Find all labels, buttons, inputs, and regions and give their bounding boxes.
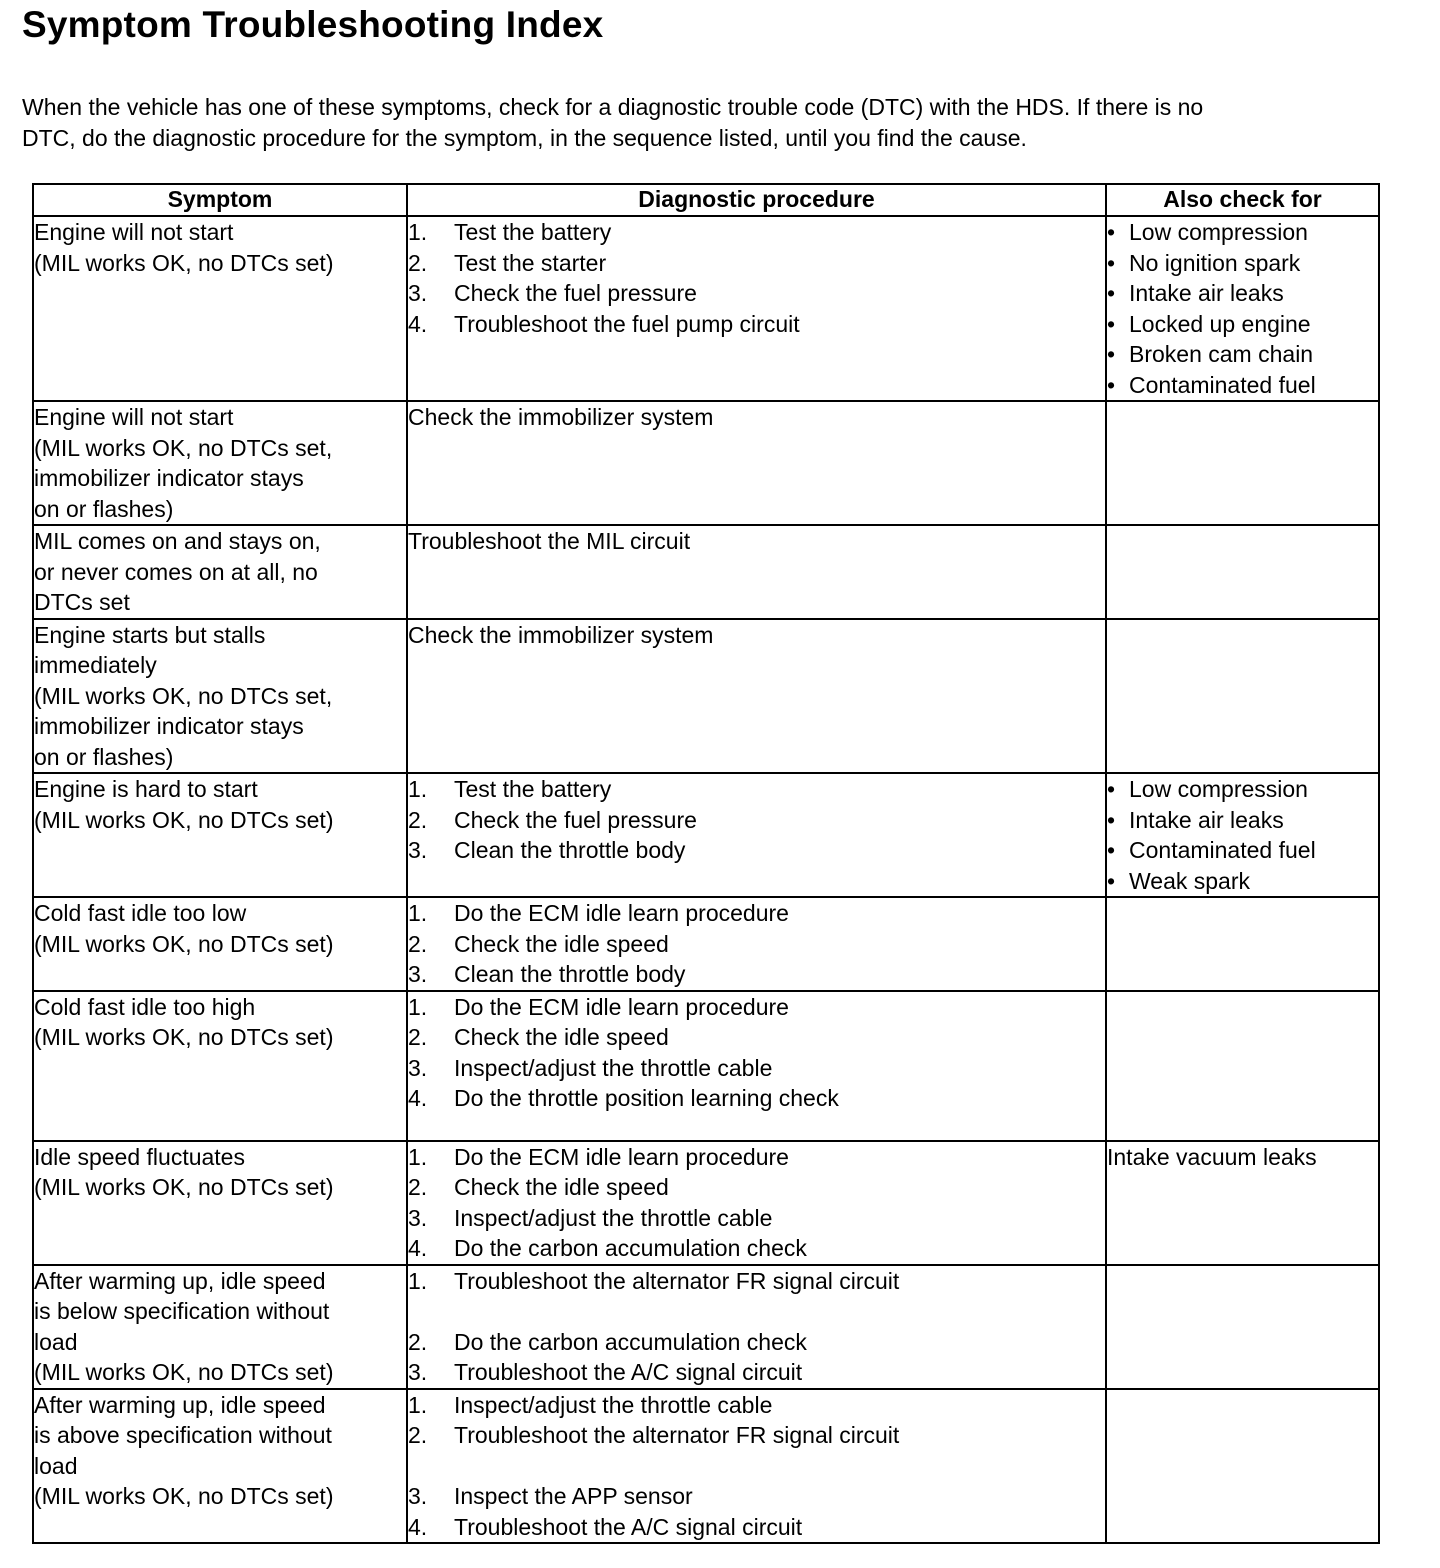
step-text: Clean the throttle body bbox=[454, 837, 686, 863]
column-header-symptom: Symptom bbox=[33, 184, 407, 216]
symptom-text: (MIL works OK, no DTCs set) bbox=[34, 1483, 334, 1509]
bullet-icon: • bbox=[1107, 280, 1116, 306]
check-item-text: Contaminated fuel bbox=[1129, 837, 1316, 863]
step-text: Inspect the APP sensor bbox=[454, 1483, 693, 1509]
step-text: Do the throttle position learning check bbox=[454, 1085, 839, 1111]
step-number: 2. bbox=[408, 1422, 428, 1448]
symptom-text: (MIL works OK, no DTCs set) bbox=[34, 930, 334, 957]
check-item-text: Broken cam chain bbox=[1129, 341, 1314, 367]
also-check-cell bbox=[1106, 1141, 1379, 1265]
intro-line: DTC, do the diagnostic procedure for the symptom, in the sequence listed, until you find the cause. bbox=[22, 125, 1027, 151]
check-item bbox=[1107, 248, 1378, 279]
check-item-text: Weak spark bbox=[1129, 867, 1251, 894]
step-number: 2. bbox=[408, 806, 428, 833]
symptom-text: Engine will not start bbox=[34, 219, 234, 245]
symptom-cell bbox=[33, 773, 407, 897]
table-row bbox=[33, 897, 1379, 991]
step-number: 3. bbox=[408, 1359, 428, 1385]
step-text: Troubleshoot the alternator FR signal circuit bbox=[454, 1422, 900, 1448]
bullet-icon: • bbox=[1107, 310, 1116, 337]
table-row bbox=[33, 1389, 1379, 1544]
page-title: Symptom Troubleshooting Index bbox=[22, 4, 604, 45]
procedure-step bbox=[408, 248, 1105, 279]
table-row bbox=[33, 1141, 1379, 1265]
step-text: Inspect/adjust the throttle cable bbox=[454, 1054, 773, 1081]
check-item-text: Intake air leaks bbox=[1129, 806, 1284, 833]
also-check-cell bbox=[1106, 897, 1379, 991]
step-number: 1. bbox=[408, 900, 428, 926]
check-item bbox=[1107, 309, 1378, 340]
symptom-cell bbox=[33, 1265, 407, 1389]
procedure-step bbox=[408, 1390, 1105, 1421]
symptom-cell bbox=[33, 619, 407, 774]
step-text: Do the ECM idle learn procedure bbox=[454, 900, 789, 926]
check-item bbox=[1107, 339, 1378, 370]
procedure-step bbox=[408, 774, 1105, 805]
procedure-step bbox=[408, 1512, 1105, 1543]
also-check-cell bbox=[1106, 216, 1379, 401]
spacer bbox=[408, 1451, 1105, 1482]
procedure-cell bbox=[407, 1265, 1106, 1389]
step-text: Check the idle speed bbox=[454, 1024, 669, 1050]
procedure-step bbox=[408, 1233, 1105, 1264]
step-text: Do the carbon accumulation check bbox=[454, 1328, 807, 1355]
symptom-text: (MIL works OK, no DTCs set) bbox=[34, 1024, 334, 1050]
step-number: 1. bbox=[408, 1143, 428, 1170]
symptom-text: on or flashes) bbox=[34, 743, 174, 770]
intro-line: When the vehicle has one of these symptoms, check for a diagnostic trouble code (DTC) with the HDS. If there is no bbox=[22, 94, 1204, 120]
table-row bbox=[33, 216, 1379, 401]
symptom-cell bbox=[33, 401, 407, 525]
procedure-step bbox=[408, 1142, 1105, 1173]
step-text: Do the carbon accumulation check bbox=[454, 1235, 807, 1261]
check-item-text: Intake vacuum leaks bbox=[1107, 1143, 1317, 1170]
step-text: Clean the throttle body bbox=[454, 961, 686, 987]
column-header-also-check-for: Also check for bbox=[1106, 184, 1379, 216]
procedure-step bbox=[408, 1083, 1105, 1114]
symptom-text: load bbox=[34, 1328, 78, 1355]
symptom-text: Idle speed fluctuates bbox=[34, 1143, 245, 1170]
step-number: 1. bbox=[408, 1267, 428, 1294]
check-item-text: Low compression bbox=[1129, 219, 1308, 245]
step-number: 2. bbox=[408, 930, 428, 957]
symptom-text: immediately bbox=[34, 652, 157, 678]
bullet-icon: • bbox=[1107, 867, 1116, 894]
step-number: 3. bbox=[408, 961, 428, 987]
step-number: 3. bbox=[408, 280, 428, 306]
step-number: 1. bbox=[408, 1391, 428, 1418]
procedure-step bbox=[408, 898, 1105, 929]
symptom-text: After warming up, idle speed bbox=[34, 1391, 326, 1418]
procedure-cell bbox=[407, 216, 1106, 401]
symptom-text: Engine starts but stalls bbox=[34, 621, 266, 648]
spacer bbox=[408, 1296, 1105, 1327]
bullet-icon: • bbox=[1107, 371, 1116, 398]
step-text: Check the fuel pressure bbox=[454, 280, 697, 306]
symptom-cell bbox=[33, 1389, 407, 1544]
symptom-cell bbox=[33, 216, 407, 401]
step-number: 2. bbox=[408, 249, 428, 276]
also-check-cell bbox=[1106, 619, 1379, 774]
also-check-cell bbox=[1106, 1389, 1379, 1544]
step-text: Check the fuel pressure bbox=[454, 806, 697, 833]
procedure-cell bbox=[407, 619, 1106, 774]
procedure-step bbox=[408, 1327, 1105, 1358]
step-text: Do the ECM idle learn procedure bbox=[454, 993, 789, 1020]
procedure-cell bbox=[407, 773, 1106, 897]
check-item-text: Low compression bbox=[1129, 776, 1308, 802]
step-text: Troubleshoot the A/C signal circuit bbox=[454, 1513, 803, 1540]
step-number: 1. bbox=[408, 993, 428, 1020]
bullet-icon: • bbox=[1107, 219, 1116, 245]
table-row bbox=[33, 619, 1379, 774]
procedure-text: Check the immobilizer system bbox=[408, 621, 714, 648]
table-row bbox=[33, 991, 1379, 1141]
check-item bbox=[1107, 835, 1378, 866]
procedure-step bbox=[408, 309, 1105, 340]
column-header-diagnostic-procedure: Diagnostic procedure bbox=[407, 184, 1106, 216]
symptom-cell bbox=[33, 1141, 407, 1265]
also-check-cell bbox=[1106, 991, 1379, 1141]
step-number: 3. bbox=[408, 1054, 428, 1081]
step-number: 4. bbox=[408, 1513, 428, 1540]
symptom-text: Cold fast idle too low bbox=[34, 900, 247, 926]
symptom-text: (MIL works OK, no DTCs set, bbox=[34, 682, 333, 709]
symptom-text: or never comes on at all, no bbox=[34, 558, 318, 585]
step-text: Troubleshoot the A/C signal circuit bbox=[454, 1359, 803, 1385]
symptom-text: Engine will not start bbox=[34, 404, 234, 430]
check-item bbox=[1107, 217, 1378, 248]
procedure-step bbox=[408, 835, 1105, 866]
also-check-cell bbox=[1106, 525, 1379, 619]
symptom-text: (MIL works OK, no DTCs set) bbox=[34, 1174, 334, 1200]
step-number: 3. bbox=[408, 837, 428, 863]
symptom-text: Cold fast idle too high bbox=[34, 993, 256, 1020]
step-text: Do the ECM idle learn procedure bbox=[454, 1143, 789, 1170]
symptom-text: After warming up, idle speed bbox=[34, 1267, 326, 1294]
step-number: 2. bbox=[408, 1328, 428, 1355]
procedure-text: Troubleshoot the MIL circuit bbox=[408, 528, 691, 554]
symptom-text: immobilizer indicator stays bbox=[34, 713, 304, 739]
symptom-text: (MIL works OK, no DTCs set) bbox=[34, 806, 334, 833]
symptom-text: immobilizer indicator stays bbox=[34, 465, 304, 491]
check-item-text: Contaminated fuel bbox=[1129, 371, 1316, 398]
step-number: 4. bbox=[408, 1085, 428, 1111]
table-header-row bbox=[33, 184, 1379, 216]
table-row bbox=[33, 773, 1379, 897]
symptom-text: (MIL works OK, no DTCs set) bbox=[34, 249, 334, 276]
step-number: 1. bbox=[408, 776, 428, 802]
step-number: 2. bbox=[408, 1174, 428, 1200]
procedure-step bbox=[408, 1053, 1105, 1084]
procedure-step bbox=[408, 959, 1105, 990]
procedure-step bbox=[408, 929, 1105, 960]
step-number: 4. bbox=[408, 310, 428, 337]
procedure-step bbox=[408, 1203, 1105, 1234]
procedure-step bbox=[408, 1022, 1105, 1053]
step-text: Test the battery bbox=[454, 776, 612, 802]
bullet-icon: • bbox=[1107, 776, 1116, 802]
step-text: Troubleshoot the fuel pump circuit bbox=[454, 310, 800, 337]
check-item-text: No ignition spark bbox=[1129, 249, 1301, 276]
symptom-text: load bbox=[34, 1452, 78, 1479]
symptom-cell bbox=[33, 991, 407, 1141]
table-row bbox=[33, 525, 1379, 619]
step-number: 4. bbox=[408, 1235, 428, 1261]
bullet-icon: • bbox=[1107, 837, 1116, 863]
step-text: Check the idle speed bbox=[454, 1174, 669, 1200]
symptom-index-table bbox=[32, 183, 1380, 1544]
symptom-cell bbox=[33, 897, 407, 991]
procedure-step bbox=[408, 1357, 1105, 1388]
step-number: 3. bbox=[408, 1204, 428, 1231]
check-item-text: Intake air leaks bbox=[1129, 280, 1284, 306]
step-text: Inspect/adjust the throttle cable bbox=[454, 1204, 773, 1231]
step-text: Troubleshoot the alternator FR signal circuit bbox=[454, 1267, 900, 1294]
symptom-text: MIL comes on and stays on, bbox=[34, 528, 321, 554]
symptom-text: on or flashes) bbox=[34, 495, 174, 522]
procedure-text: Check the immobilizer system bbox=[408, 404, 714, 430]
symptom-text: (MIL works OK, no DTCs set, bbox=[34, 434, 333, 461]
step-text: Inspect/adjust the throttle cable bbox=[454, 1391, 773, 1418]
intro-paragraph bbox=[22, 92, 1402, 154]
bullet-icon: • bbox=[1107, 249, 1116, 276]
symptom-text: is above specification without bbox=[34, 1422, 332, 1448]
step-number: 3. bbox=[408, 1483, 428, 1509]
step-number: 1. bbox=[408, 219, 428, 245]
step-number: 2. bbox=[408, 1024, 428, 1050]
check-item bbox=[1107, 370, 1378, 401]
bullet-icon: • bbox=[1107, 806, 1116, 833]
table-row bbox=[33, 401, 1379, 525]
symptom-cell bbox=[33, 525, 407, 619]
check-item-text: Locked up engine bbox=[1129, 310, 1311, 337]
procedure-step bbox=[408, 1172, 1105, 1203]
procedure-step bbox=[408, 992, 1105, 1023]
symptom-text: Engine is hard to start bbox=[34, 776, 258, 802]
step-text: Test the starter bbox=[454, 249, 607, 276]
procedure-step bbox=[408, 805, 1105, 836]
symptom-text: (MIL works OK, no DTCs set) bbox=[34, 1359, 334, 1385]
also-check-cell bbox=[1106, 401, 1379, 525]
procedure-cell bbox=[407, 525, 1106, 619]
procedure-step bbox=[408, 278, 1105, 309]
procedure-cell bbox=[407, 991, 1106, 1141]
procedure-step bbox=[408, 1481, 1105, 1512]
procedure-cell bbox=[407, 401, 1106, 525]
procedure-step bbox=[408, 1266, 1105, 1297]
procedure-step bbox=[408, 217, 1105, 248]
symptom-text: DTCs set bbox=[34, 589, 130, 615]
bullet-icon: • bbox=[1107, 341, 1116, 367]
table-row bbox=[33, 1265, 1379, 1389]
procedure-cell bbox=[407, 1141, 1106, 1265]
symptom-text: is below specification without bbox=[34, 1298, 330, 1324]
step-text: Test the battery bbox=[454, 219, 612, 245]
check-item bbox=[1107, 774, 1378, 805]
check-item bbox=[1107, 866, 1378, 897]
check-item bbox=[1107, 278, 1378, 309]
step-text: Check the idle speed bbox=[454, 930, 669, 957]
also-check-cell bbox=[1106, 1265, 1379, 1389]
procedure-cell bbox=[407, 897, 1106, 991]
also-check-cell bbox=[1106, 773, 1379, 897]
check-item bbox=[1107, 805, 1378, 836]
procedure-cell bbox=[407, 1389, 1106, 1544]
procedure-step bbox=[408, 1420, 1105, 1451]
